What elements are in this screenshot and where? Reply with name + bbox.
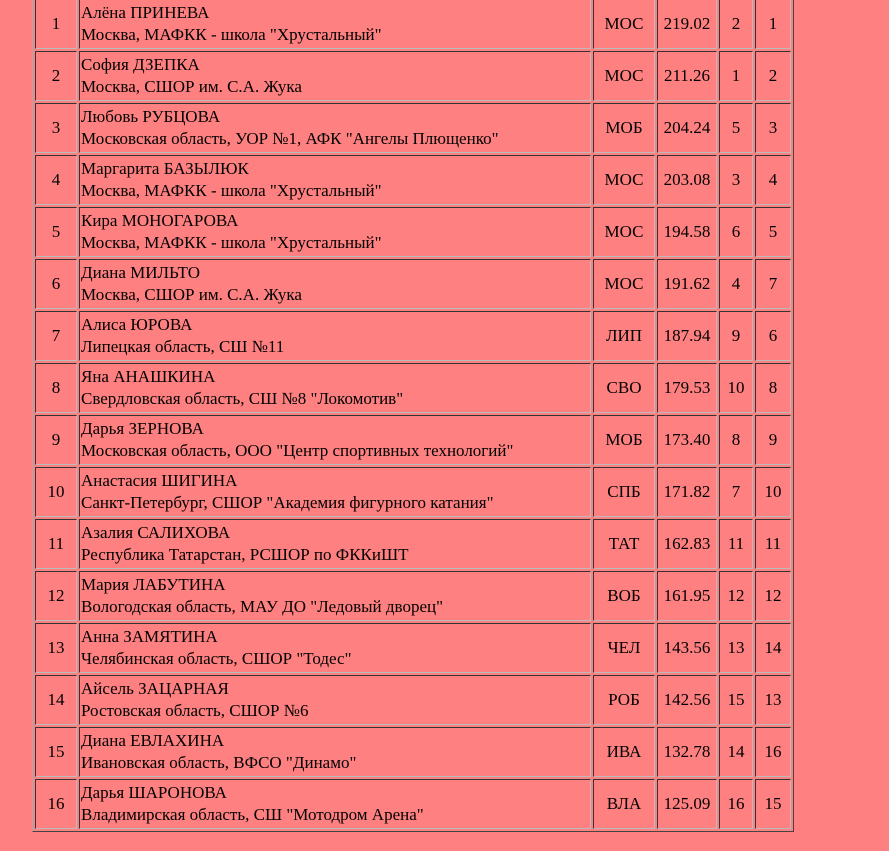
skater-name: Яна АНАШКИНА — [81, 367, 216, 386]
skater-club: Липецкая область, СШ №11 — [81, 337, 285, 356]
table-row — [35, 363, 791, 413]
free-skate-place-cell: 6 — [755, 311, 791, 361]
region-cell: МОС — [593, 0, 655, 49]
skater-cell — [79, 779, 591, 829]
skater-cell — [79, 519, 591, 569]
skater-cell — [79, 311, 591, 361]
free-skate-place-cell: 4 — [755, 155, 791, 205]
score-cell: 191.62 — [657, 259, 717, 309]
score-cell: 203.08 — [657, 155, 717, 205]
place-cell: 4 — [35, 155, 77, 205]
free-skate-place-cell: 15 — [755, 779, 791, 829]
place-cell: 5 — [35, 207, 77, 257]
skater-club: Ростовская область, СШОР №6 — [81, 701, 309, 720]
region-cell: МОС — [593, 51, 655, 101]
skater-name: Любовь РУБЦОВА — [81, 107, 221, 126]
table-row — [35, 415, 791, 465]
skater-name: Алёна ПРИНЕВА — [81, 3, 210, 22]
skater-name: Алиса ЮРОВА — [81, 315, 193, 334]
score-cell: 211.26 — [657, 51, 717, 101]
region-cell: СПБ — [593, 467, 655, 517]
skater-club: Москва, МАФКК - школа "Хрустальный" — [81, 233, 382, 252]
skater-name: Азалия САЛИХОВА — [81, 523, 231, 542]
region-cell: МОБ — [593, 415, 655, 465]
short-program-place-cell: 2 — [719, 0, 753, 49]
place-cell: 3 — [35, 103, 77, 153]
score-cell: 204.24 — [657, 103, 717, 153]
skater-club: Москва, МАФКК - школа "Хрустальный" — [81, 181, 382, 200]
region-cell: РОБ — [593, 675, 655, 725]
place-cell: 10 — [35, 467, 77, 517]
place-cell: 16 — [35, 779, 77, 829]
short-program-place-cell: 11 — [719, 519, 753, 569]
short-program-place-cell: 12 — [719, 571, 753, 621]
skater-cell — [79, 155, 591, 205]
skater-name: Анастасия ШИГИНА — [81, 471, 238, 490]
skater-club: Владимирская область, СШ "Мотодром Арена" — [81, 805, 424, 824]
skater-name: Айсель ЗАЦАРНАЯ — [81, 679, 229, 698]
score-cell: 194.58 — [657, 207, 717, 257]
skater-cell — [79, 0, 591, 49]
table-row — [35, 103, 791, 153]
short-program-place-cell: 4 — [719, 259, 753, 309]
score-cell: 179.53 — [657, 363, 717, 413]
score-cell: 219.02 — [657, 0, 717, 49]
place-cell: 15 — [35, 727, 77, 777]
place-cell: 13 — [35, 623, 77, 673]
short-program-place-cell: 15 — [719, 675, 753, 725]
score-cell: 125.09 — [657, 779, 717, 829]
skater-club: Москва, СШОР им. С.А. Жука — [81, 285, 302, 304]
short-program-place-cell: 10 — [719, 363, 753, 413]
skater-cell — [79, 415, 591, 465]
free-skate-place-cell: 1 — [755, 0, 791, 49]
skater-name: Диана ЕВЛАХИНА — [81, 731, 225, 750]
skater-club: Московская область, УОР №1, АФК "Ангелы Плющенко" — [81, 129, 499, 148]
short-program-place-cell: 6 — [719, 207, 753, 257]
region-cell: ТАТ — [593, 519, 655, 569]
results-table-body — [35, 0, 791, 829]
score-cell: 143.56 — [657, 623, 717, 673]
skater-club: Вологодская область, МАУ ДО "Ледовый дворец" — [81, 597, 444, 616]
skater-club: Москва, СШОР им. С.А. Жука — [81, 77, 302, 96]
skater-cell — [79, 259, 591, 309]
table-row — [35, 0, 791, 49]
score-cell: 162.83 — [657, 519, 717, 569]
short-program-place-cell: 5 — [719, 103, 753, 153]
skater-cell — [79, 103, 591, 153]
score-cell: 171.82 — [657, 467, 717, 517]
region-cell: ВЛА — [593, 779, 655, 829]
skater-club: Московская область, ООО "Центр спортивных технологий" — [81, 441, 514, 460]
table-row — [35, 727, 791, 777]
table-row — [35, 259, 791, 309]
skater-club: Ивановская область, ВФСО "Динамо" — [81, 753, 357, 772]
table-row — [35, 51, 791, 101]
region-cell: МОС — [593, 259, 655, 309]
short-program-place-cell: 14 — [719, 727, 753, 777]
region-cell: МОС — [593, 207, 655, 257]
free-skate-place-cell: 12 — [755, 571, 791, 621]
skater-name: Диана МИЛЬТО — [81, 263, 200, 282]
skater-name: София ДЗЕПКА — [81, 55, 200, 74]
free-skate-place-cell: 5 — [755, 207, 791, 257]
free-skate-place-cell: 13 — [755, 675, 791, 725]
short-program-place-cell: 1 — [719, 51, 753, 101]
skater-cell — [79, 571, 591, 621]
skater-cell — [79, 623, 591, 673]
short-program-place-cell: 3 — [719, 155, 753, 205]
skater-club: Республика Татарстан, РСШОР по ФККиШТ — [81, 545, 409, 564]
place-cell: 7 — [35, 311, 77, 361]
region-cell: МОБ — [593, 103, 655, 153]
place-cell: 11 — [35, 519, 77, 569]
table-row — [35, 571, 791, 621]
free-skate-place-cell: 3 — [755, 103, 791, 153]
skater-name: Маргарита БАЗЫЛЮК — [81, 159, 249, 178]
short-program-place-cell: 7 — [719, 467, 753, 517]
skater-name: Анна ЗАМЯТИНА — [81, 627, 218, 646]
place-cell: 12 — [35, 571, 77, 621]
place-cell: 1 — [35, 0, 77, 49]
place-cell: 2 — [35, 51, 77, 101]
skater-cell — [79, 51, 591, 101]
free-skate-place-cell: 11 — [755, 519, 791, 569]
skater-cell — [79, 207, 591, 257]
place-cell: 14 — [35, 675, 77, 725]
place-cell: 6 — [35, 259, 77, 309]
table-row — [35, 155, 791, 205]
region-cell: ЧЕЛ — [593, 623, 655, 673]
skater-club: Челябинская область, СШОР "Тодес" — [81, 649, 352, 668]
free-skate-place-cell: 8 — [755, 363, 791, 413]
skater-cell — [79, 675, 591, 725]
skater-club: Свердловская область, СШ №8 "Локомотив" — [81, 389, 404, 408]
region-cell: ИВА — [593, 727, 655, 777]
region-cell: СВО — [593, 363, 655, 413]
table-row — [35, 207, 791, 257]
skater-name: Дарья ШАРОНОВА — [81, 783, 227, 802]
results-table — [32, 0, 794, 832]
table-row — [35, 519, 791, 569]
skater-name: Кира МОНОГАРОВА — [81, 211, 239, 230]
place-cell: 9 — [35, 415, 77, 465]
table-row — [35, 675, 791, 725]
short-program-place-cell: 8 — [719, 415, 753, 465]
table-row — [35, 623, 791, 673]
free-skate-place-cell: 7 — [755, 259, 791, 309]
score-cell: 132.78 — [657, 727, 717, 777]
score-cell: 173.40 — [657, 415, 717, 465]
free-skate-place-cell: 16 — [755, 727, 791, 777]
place-cell: 8 — [35, 363, 77, 413]
score-cell: 142.56 — [657, 675, 717, 725]
short-program-place-cell: 13 — [719, 623, 753, 673]
skater-club: Москва, МАФКК - школа "Хрустальный" — [81, 25, 382, 44]
skater-name: Мария ЛАБУТИНА — [81, 575, 226, 594]
region-cell: ЛИП — [593, 311, 655, 361]
score-cell: 161.95 — [657, 571, 717, 621]
score-cell: 187.94 — [657, 311, 717, 361]
skater-club: Санкт-Петербург, СШОР "Академия фигурного катания" — [81, 493, 494, 512]
table-row — [35, 467, 791, 517]
region-cell: ВОБ — [593, 571, 655, 621]
short-program-place-cell: 16 — [719, 779, 753, 829]
skater-cell — [79, 727, 591, 777]
free-skate-place-cell: 2 — [755, 51, 791, 101]
skater-cell — [79, 467, 591, 517]
table-row — [35, 779, 791, 829]
region-cell: МОС — [593, 155, 655, 205]
free-skate-place-cell: 14 — [755, 623, 791, 673]
table-row — [35, 311, 791, 361]
free-skate-place-cell: 10 — [755, 467, 791, 517]
short-program-place-cell: 9 — [719, 311, 753, 361]
free-skate-place-cell: 9 — [755, 415, 791, 465]
skater-name: Дарья ЗЕРНОВА — [81, 419, 204, 438]
skater-cell — [79, 363, 591, 413]
